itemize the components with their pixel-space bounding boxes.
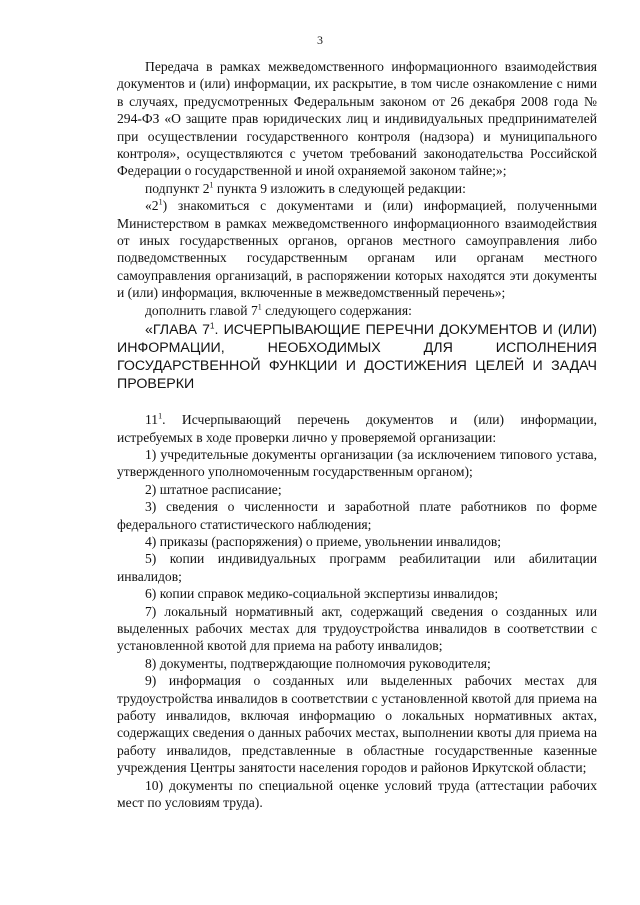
list-item: 3) сведения о численности и заработной плате работников по форме федерального статистического наблюдения;	[117, 499, 597, 532]
list-item: 10) документы по специальной оценке условий труда (аттестации рабочих мест по условиям труда).	[117, 777, 597, 811]
list-item: 6) копии справок медико-социальной экспертизы инвалидов;	[145, 586, 499, 602]
paragraph-subclause-amend	[117, 180, 597, 197]
text-fragment: «2	[145, 198, 159, 214]
list-item: 8) документы, подтверждающие полномочия руководителя;	[145, 655, 491, 671]
page-number: 3	[317, 33, 323, 47]
superscript: 1	[209, 180, 214, 190]
text-fragment: «ГЛАВА 7	[145, 322, 211, 339]
superscript: 1	[158, 411, 163, 421]
text-fragment: . ИСЧЕРПЫВАЮЩИЕ ПЕРЕЧНИ ДОКУМЕНТОВ И (ИЛИ) ИНФОРМАЦИИ, НЕОБХОДИМЫХ ДЛЯ ИСПОЛНЕНИЯ ГОСУДАРСТВЕННОЙ ФУНКЦИИ И ДОСТИЖЕНИЯ ЦЕЛЕЙ И ЗАДАЧ ПРОВЕРКИ	[117, 322, 597, 393]
clause-11-1	[117, 411, 597, 446]
text-fragment: дополнить главой 7	[145, 302, 258, 318]
text-fragment: подпункт 2	[145, 180, 210, 196]
text-fragment: . Исчерпывающий перечень документов и (или) информации, истребуемых в ходе проверки лично у проверяемой организации:	[117, 412, 597, 445]
superscript: 1	[158, 197, 163, 207]
list-item: 7) локальный нормативный акт, содержащий сведения о созданных или выделенных рабочих местах для трудоустройства инвалидов в соответствии с установленной квотой для приема на работу инвалидов;	[117, 603, 597, 654]
paragraph-subclause-text	[117, 197, 597, 301]
list-item: 9) информация о созданных или выделенных рабочих местах для трудоустройства инвалидов в соответствии с установленной квотой для приема на работу инвалидов, включая информацию о локальных нормативных актах, содержащих сведения о данных рабочих местах, выполнении квоты для приема на работу инвалидов, представленные в областные государственные казенные учреждения Центры занятости населения городов и районов Иркутской области;	[117, 673, 597, 776]
paragraph-add-chapter	[117, 302, 597, 319]
superscript: 1	[210, 321, 215, 331]
superscript: 1	[257, 302, 262, 312]
text-fragment: следующего содержания:	[261, 302, 412, 318]
chapter-heading	[117, 321, 597, 393]
text-fragment: 11	[145, 412, 159, 428]
text-fragment: ) знакомиться с документами и (или) информацией, полученными Министерством в рамках межведомственного информационного взаимодействия от иных государственных органов, органов местного самоуправления либо подведомственных государственным органам или органам местного самоуправления организаций, в распоряжении которых находятся эти документы и (или) информация, включенные в межведомственный перечень»;	[117, 198, 597, 301]
spacer	[117, 393, 597, 411]
paragraph-transfer-info: Передача в рамках межведомственного информационного взаимодействия документов и (или) информации, их раскрытие, в том числе ознакомление с ними в случаях, предусмотренных Федеральным законом от 26 декабря 2008 года № 294-ФЗ «О защите прав юридических лиц и индивидуальных предпринимателей при осуществлении государственного контроля (надзора) и муниципального контроля», осуществляются с учетом требований законодательства Российской Федерации о государственной и иной охраняемой законом тайне;»;	[117, 59, 597, 179]
document-body	[117, 58, 597, 811]
text-fragment: пункта 9 изложить в следующей редакции:	[213, 180, 466, 196]
list-item: 1) учредительные документы организации (за исключением типового устава, утвержденного уполномоченным государственным органом);	[117, 446, 597, 480]
list-item: 5) копии индивидуальных программ реабилитации или абилитации инвалидов;	[117, 551, 597, 584]
list-item: 2) штатное расписание;	[145, 481, 282, 497]
list-item: 4) приказы (распоряжения) о приеме, увольнении инвалидов;	[145, 533, 502, 549]
